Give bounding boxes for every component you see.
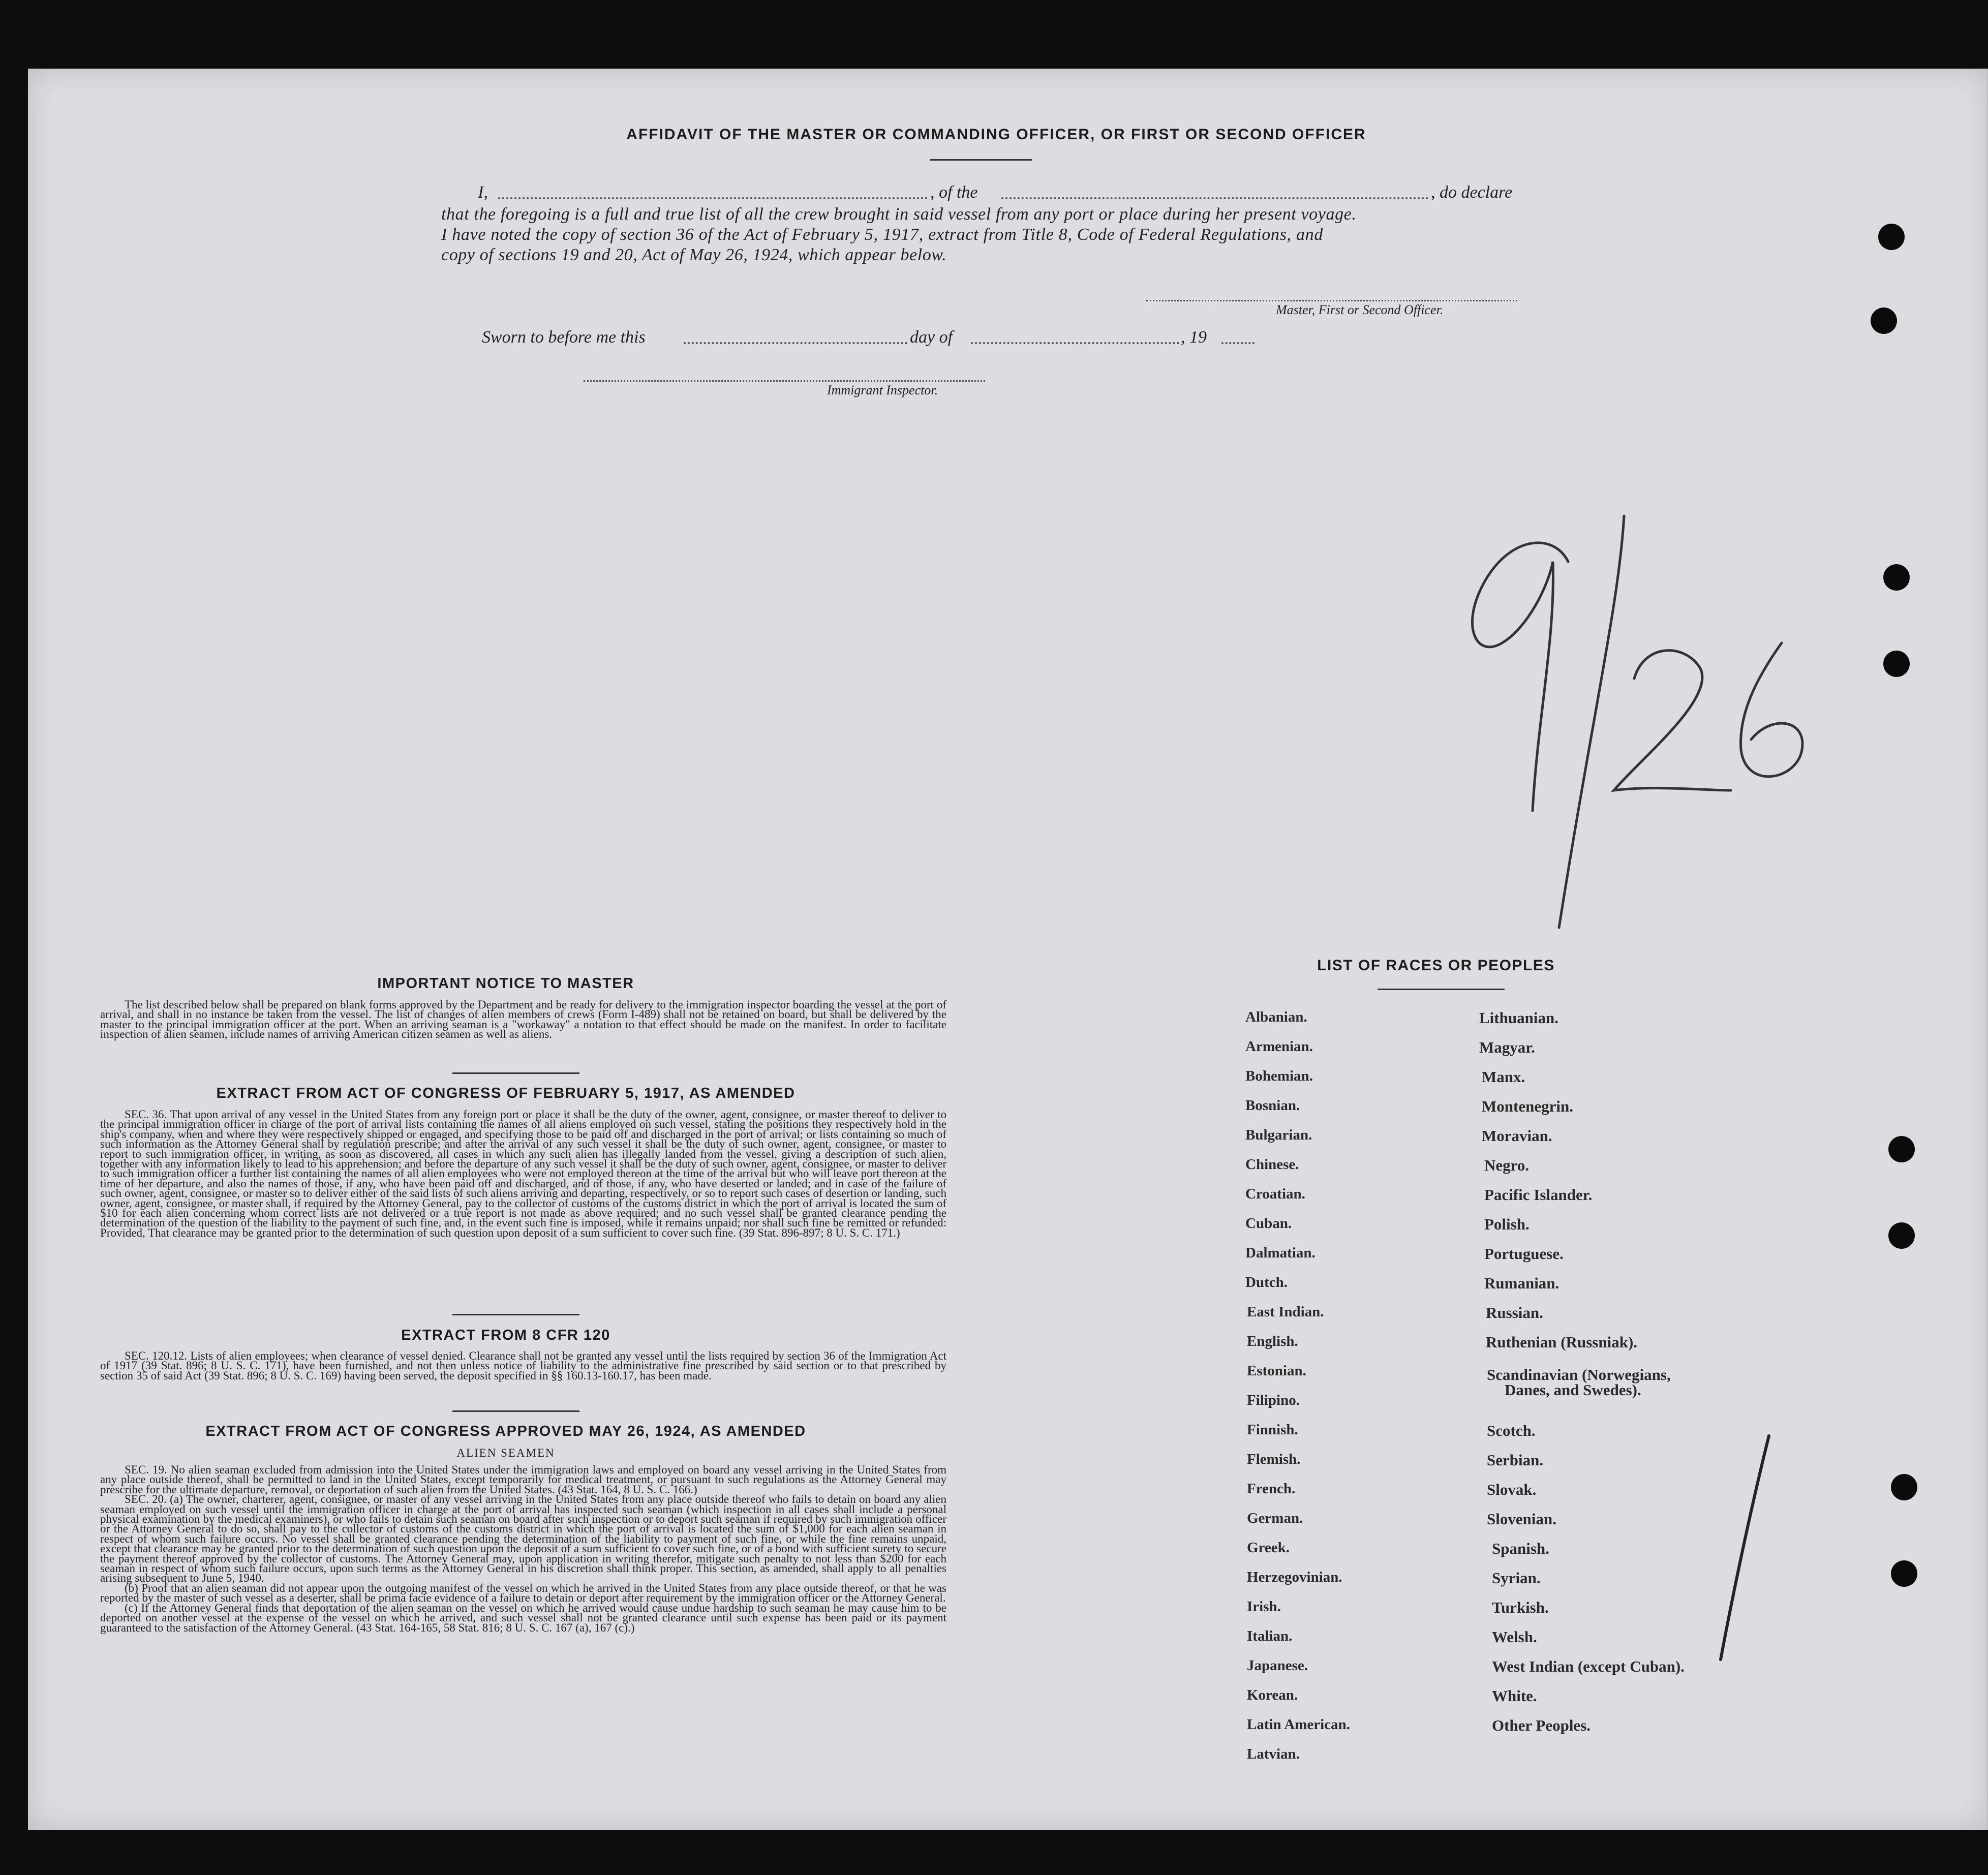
race-item-left: Herzegovinian. [1247, 1569, 1342, 1585]
race-item-right: White. [1492, 1687, 1537, 1705]
vessel-blank [1001, 197, 1428, 199]
sworn-month-blank [971, 342, 1179, 344]
race-item-left: Latvian. [1247, 1746, 1300, 1762]
affidavit-line1-end: , do declare [1431, 183, 1513, 202]
race-item-left: Filipino. [1247, 1392, 1300, 1408]
race-item-right: Scandinavian (Norwegians, [1487, 1366, 1671, 1384]
affidavit-title: AFFIDAVIT OF THE MASTER OR COMMANDING OFFICER, OR FIRST OR SECOND OFFICER [626, 126, 1366, 143]
race-item-right: Russian. [1486, 1304, 1543, 1321]
race-item-right: Slovak. [1487, 1481, 1537, 1498]
race-item-left: Croatian. [1245, 1186, 1305, 1202]
race-item-left: East Indian. [1247, 1304, 1324, 1320]
sworn-text: Sworn to before me this [482, 328, 646, 347]
race-item-right: Serbian. [1487, 1451, 1544, 1469]
handwritten-check-mark [1705, 1426, 1782, 1680]
race-item-right: Danes, and Swedes). [1505, 1381, 1641, 1399]
race-item-left: Dutch. [1245, 1274, 1288, 1290]
extract-cfr-paragraph: SEC. 120.12. Lists of alien employees; when clearance of vessel denied. Clearance shall not be granted any vessel until the lists required by section 36 of the Immigration Act of 1917 (39 Stat. 896; 8 U. S. C. 171), have been furnished, and not then unless notice of liability to the administrative fine prescribed by said section or to that prescribed by section 35 of said Act (39 Stat. 896; 8 U. S. C. 169) having been served, the deposit specified in §§ 160.13-160.17, has been made. [100, 1349, 946, 1382]
extract-1924-subtitle: ALIEN SEAMEN [456, 1447, 555, 1459]
punch-hole [1888, 1136, 1915, 1162]
race-item-right: Magyar. [1479, 1038, 1535, 1056]
race-item-left: Flemish. [1247, 1451, 1301, 1467]
extract-1924-sec20a: SEC. 20. (a) The owner, charterer, agent, consignee, or master of any vessel arriving in the United States from any place outside thereof who fails to detain on board any alien seaman employed on such vessel until the immigration officer in charge at the port of arrival has inspected such seaman (which inspection in all cases shall include a personal physical examination by the medical examiners), or who fails to detain such seaman on board after such inspection or to deport such seaman if required by such immigration officer or the Attorney General to do so, shall pay to the collector of customs of the customs district in which the port of arrival is located the sum of $1,000 for each alien seaman in respect of whom such failure occurs. No vessel shall be granted clearance pending the determination of the liability to payment of such fine, or while the fine remains unpaid, except that clearance may be granted prior to the determination of such question upon the deposit of a sum sufficient to cover such fine, or of a bond with sufficient surety to secure the payment thereof approved by the collector of customs. The Attorney General may, upon application in writing therefor, mitigate such penalty to not less than $200 for each seaman in respect of whom such failure occurs, upon such terms as the Attorney General in his discretion shall think proper. This section, as amended, shall apply to all penalties arising subsequent to June 5, 1940. [100, 1493, 946, 1585]
race-item-left: Japanese. [1247, 1657, 1308, 1674]
race-item-right: Scotch. [1487, 1422, 1536, 1439]
extract-1924-sec20b: (b) Proof that an alien seaman did not appear upon the outgoing manifest of the vessel on which he arrived in the United States from any place outside thereof, or that he was reported by the master of such vessel as a deserter, shall be prima facie evidence of a failure to detain or deport after requirement by the immigration officer or the Attorney General. [100, 1581, 946, 1605]
affidavit-line1-start: I, [478, 183, 488, 202]
extract-1917-title: EXTRACT FROM ACT OF CONGRESS OF FEBRUARY 5, 1917, AS AMENDED [216, 1085, 796, 1101]
signature-label: Master, First or Second Officer. [1276, 302, 1444, 317]
affidavit-line1-mid: , of the [930, 183, 978, 202]
race-item-right: Lithuanian. [1479, 1009, 1558, 1027]
race-item-left: Korean. [1247, 1687, 1298, 1703]
punch-hole [1883, 651, 1910, 677]
inspector-blank [584, 380, 985, 382]
race-item-left: Bosnian. [1245, 1097, 1300, 1114]
race-item-right: Manx. [1482, 1068, 1525, 1086]
sworn-date-blank [684, 342, 907, 344]
document-page [28, 69, 1988, 1830]
extract-cfr-rule [452, 1410, 579, 1412]
extract-1924-title: EXTRACT FROM ACT OF CONGRESS APPROVED MAY 26, 1924, AS AMENDED [205, 1423, 806, 1439]
race-item-left: English. [1247, 1333, 1298, 1349]
race-item-right: Spanish. [1492, 1540, 1549, 1557]
race-item-left: French. [1247, 1481, 1296, 1497]
race-item-right: Portuguese. [1484, 1245, 1564, 1263]
race-item-right: Rumanian. [1484, 1274, 1559, 1292]
punch-hole [1891, 1474, 1917, 1500]
race-item-left: Dalmatian. [1245, 1245, 1316, 1261]
extract-1924-sec19: SEC. 19. No alien seaman excluded from admission into the United States under the immigration laws and employed on board any vessel arriving in the United States from any place outside thereof, shall be permitted to land in the United States, except temporarily for medical treatment, or pursuant to such regulations as the Attorney General may prescribe for the ultimate departure, removal, or deportation of such alien from the United States. (43 Stat. 164, 8 U. S. C. 166.) [100, 1463, 946, 1496]
race-item-left: Estonian. [1247, 1363, 1306, 1379]
extract-1917-paragraph: SEC. 36. That upon arrival of any vessel in the United States from any foreign port or place it shall be the duty of the owner, agent, consignee, or master thereof to deliver to the principal immigration officer in charge of the port of arrival lists containing the names of all aliens employed on such vessel, stating the positions they respectively hold in the ship's company, when and where they were respectively shipped or engaged, and specifying those to be paid off and discharged in the port of arrival; or lists containing so much of such information as the Attorney General shall by regulation prescribe; and after the arrival of any such vessel it shall be the duty of such owner, agent, consignee, or master to report to such immigration officer, in writing, as soon as discovered, all cases in which any such alien has illegally landed from the vessel, giving a description of such alien, together with any information likely to lead to his apprehension; and before the departure of any such vessel it shall be the duty of such owner, agent, consignee, or master to deliver to such immigration officer a further list containing the names of all alien employees who were not employed thereon at the time of the arrival but who will leave port thereon at the time of her departure, and also the names of those, if any, who have been paid off and discharged, and of those, if any, who have deserted or landed; and in case of the failure of such owner, agent, consignee, or master so to deliver either of the said lists of such aliens arriving and departing, respectively, or so to report such cases of desertion or landing, such owner, agent, consignee, or master shall, if required by the Attorney General, pay to the collector of customs of the customs district in which the port of arrival is located the sum of $10 for each alien concerning whom correct lists are not delivered or a true report is not made as above required; and no such vessel shall be granted clearance pending the determination of the question of the liability to the payment of such fine, and, in the event such fine is imposed, while it remains unpaid; nor shall such fine be remitted or refunded: Provided, That clearance may be granted prior to the determination of such question upon deposit of a sum sufficient to cover such fine. (39 Stat. 896-897; 8 U. S. C. 171.) [100, 1108, 946, 1239]
sworn-year-blank [1221, 342, 1255, 344]
notice-rule [452, 1072, 579, 1074]
extract-1917-text [100, 1110, 946, 1238]
races-title-rule [1378, 989, 1505, 990]
punch-hole [1888, 1222, 1915, 1249]
extract-cfr-title: EXTRACT FROM 8 CFR 120 [401, 1327, 610, 1343]
race-item-right: Syrian. [1492, 1569, 1541, 1587]
race-item-left: Latin American. [1247, 1716, 1350, 1733]
punch-hole [1878, 224, 1905, 250]
race-item-right: Turkish. [1492, 1599, 1549, 1616]
notice-title: IMPORTANT NOTICE TO MASTER [377, 975, 634, 992]
race-item-left: German. [1247, 1510, 1303, 1526]
race-item-left: Cuban. [1245, 1215, 1292, 1232]
punch-hole [1891, 1560, 1917, 1587]
notice-text [100, 1000, 946, 1039]
race-item-left: Irish. [1247, 1599, 1281, 1615]
race-item-left: Italian. [1247, 1628, 1293, 1644]
affidavit-line2: that the foregoing is a full and true list of all the crew brought in said vessel from any port or place during her present voyage. [441, 205, 1357, 224]
signature-blank [1146, 300, 1517, 301]
inspector-label: Immigrant Inspector. [827, 383, 938, 397]
punch-hole [1883, 564, 1910, 591]
race-item-left: Bohemian. [1245, 1068, 1313, 1084]
extract-1924-sec20c: (c) If the Attorney General finds that deportation of the alien seaman on the vessel on which he arrived would cause undue hardship to such seaman he may cause him to be deported on another vessel at the expense of the vessel on which he arrived, and such vessel shall not be granted clearance until such expense has been paid or its payment guaranteed to the satisfaction of the Attorney General. (43 Stat. 164-165, 58 Stat. 816; 8 U. S. C. 167 (a), 167 (c).) [100, 1601, 946, 1634]
handwritten-date-text: 9/26 [1400, 475, 1401, 476]
notice-paragraph: The list described below shall be prepared on blank forms approved by the Department and be ready for delivery to the immigration inspector boarding the vessel at the port of arrival, and shall in no instance be taken from the vessel. The list of changes of alien members of crews (Form I-489) shall not be retained on board, but shall be delivered by the master to the principal immigration officer at the port. When an arriving seaman is a "workaway" a notation to that effect should be made on the manifest. In order to facilitate inspection of alien seamen, include names of arriving American citizen seamen as well as aliens. [100, 998, 946, 1041]
races-title: LIST OF RACES OR PEOPLES [1317, 957, 1555, 974]
race-item-left: Bulgarian. [1245, 1127, 1312, 1143]
extract-1924-text [100, 1465, 946, 1633]
race-item-left: Chinese. [1245, 1156, 1299, 1173]
sworn-day: day of [910, 328, 953, 347]
punch-hole [1871, 308, 1897, 334]
sworn-year: , 19 [1181, 328, 1207, 347]
name-blank [498, 197, 928, 199]
extract-cfr-text [100, 1351, 946, 1380]
handwritten-date [1400, 475, 1858, 933]
race-item-right: Other Peoples. [1492, 1716, 1591, 1734]
race-item-left: Armenian. [1245, 1038, 1313, 1055]
race-item-right: Moravian. [1482, 1127, 1552, 1145]
extract-1917-rule [452, 1314, 579, 1315]
race-item-right: Polish. [1484, 1215, 1530, 1233]
race-item-right: Ruthenian (Russniak). [1486, 1333, 1638, 1351]
race-item-right: Pacific Islander. [1484, 1186, 1593, 1204]
race-item-left: Greek. [1247, 1540, 1290, 1556]
race-item-right: Slovenian. [1487, 1510, 1556, 1528]
affidavit-title-rule [930, 159, 1032, 161]
race-item-left: Finnish. [1247, 1422, 1298, 1438]
race-item-right: West Indian (except Cuban). [1492, 1657, 1685, 1675]
race-item-right: Montenegrin. [1482, 1097, 1573, 1115]
affidavit-line3: I have noted the copy of section 36 of the Act of February 5, 1917, extract from Title 8, Code of Federal Regulations, and [441, 225, 1324, 244]
affidavit-line4: copy of sections 19 and 20, Act of May 26, 1924, which appear below. [441, 245, 947, 264]
race-item-left: Albanian. [1245, 1009, 1307, 1025]
race-item-right: Welsh. [1492, 1628, 1537, 1646]
race-item-right: Negro. [1484, 1156, 1530, 1174]
